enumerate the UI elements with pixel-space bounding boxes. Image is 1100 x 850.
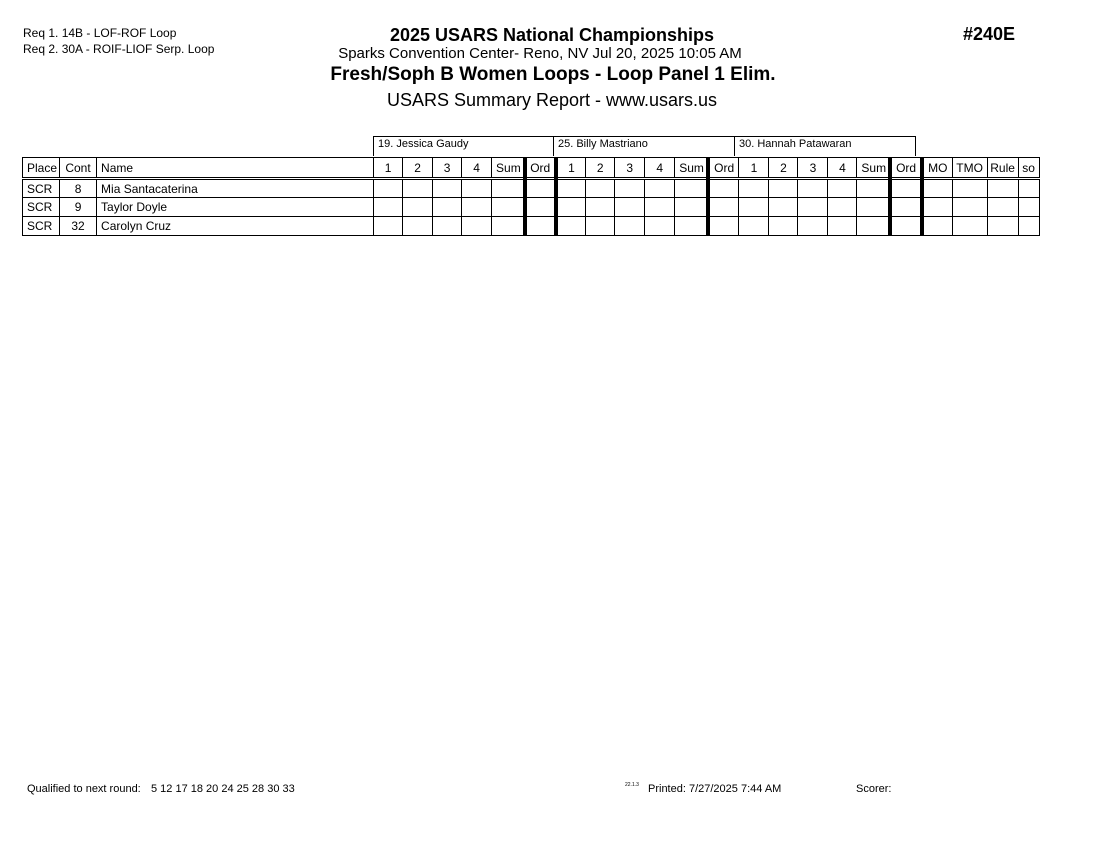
score-cell (857, 179, 890, 198)
col-header-judge3-3: 3 (798, 158, 828, 179)
col-header-place: Place (23, 158, 60, 179)
table-row (23, 179, 1040, 198)
score-cell (739, 179, 769, 198)
score-cell (708, 179, 739, 198)
score-cell (492, 179, 525, 198)
name-cell: Carolyn Cruz (97, 217, 374, 236)
place-cell: SCR (23, 179, 60, 198)
score-cell (586, 198, 615, 217)
score-cell (615, 217, 645, 236)
col-header-judge2-sum: Sum (675, 158, 708, 179)
place-cell: SCR (23, 198, 60, 217)
table-row (23, 198, 1040, 217)
score-cell (433, 217, 462, 236)
score-cell (828, 198, 857, 217)
col-header-judge3-2: 2 (769, 158, 798, 179)
score-cell (1018, 179, 1039, 198)
score-cell (922, 217, 952, 236)
score-cell (828, 217, 857, 236)
score-cell (403, 179, 433, 198)
col-header-judge1-2: 2 (403, 158, 433, 179)
score-cell (403, 198, 433, 217)
score-cell (708, 217, 739, 236)
cont-cell: 32 (60, 217, 97, 236)
qualified-label: Qualified to next round: (27, 783, 141, 795)
score-cell (374, 179, 403, 198)
scorer-label: Scorer: (856, 783, 892, 795)
version-label: 22.1.3 (625, 782, 639, 788)
score-cell (645, 198, 675, 217)
score-cell (952, 179, 987, 198)
score-cell (462, 198, 492, 217)
venue-date: Sparks Convention Center- Reno, NV Jul 20, 2025 10:05 AM (338, 45, 742, 62)
score-cell (1018, 198, 1039, 217)
table-row (23, 217, 1040, 236)
col-header-judge1-sum: Sum (492, 158, 525, 179)
cont-cell: 8 (60, 179, 97, 198)
col-header-tmo: TMO (952, 158, 987, 179)
printed-timestamp: Printed: 7/27/2025 7:44 AM (648, 783, 782, 795)
score-cell (922, 198, 952, 217)
col-header-judge2-2: 2 (586, 158, 615, 179)
score-cell (525, 217, 556, 236)
score-cell (462, 217, 492, 236)
col-header-rule: Rule (987, 158, 1018, 179)
col-header-mo: MO (922, 158, 952, 179)
score-cell (615, 198, 645, 217)
col-header-judge1-4: 4 (462, 158, 492, 179)
score-cell (556, 179, 586, 198)
score-cell (708, 198, 739, 217)
qualified-list: 5 12 17 18 20 24 25 28 30 33 (151, 783, 295, 795)
score-cell (739, 217, 769, 236)
cont-cell: 9 (60, 198, 97, 217)
judge-header-2: 25. Billy Mastriano (553, 136, 735, 156)
score-cell (675, 198, 708, 217)
score-cell (769, 217, 798, 236)
score-cell (769, 179, 798, 198)
score-cell (403, 217, 433, 236)
score-cell (615, 179, 645, 198)
col-header-so: so (1018, 158, 1039, 179)
score-cell (798, 198, 828, 217)
score-cell (492, 217, 525, 236)
score-cell (525, 179, 556, 198)
score-cell (525, 198, 556, 217)
score-cell (675, 179, 708, 198)
score-cell (857, 217, 890, 236)
score-cell (374, 217, 403, 236)
score-cell (739, 198, 769, 217)
col-header-name: Name (97, 158, 374, 179)
score-cell (890, 179, 922, 198)
page-title: 2025 USARS National Championships (389, 25, 715, 45)
col-header-judge2-ord: Ord (708, 158, 739, 179)
score-cell (556, 217, 586, 236)
score-cell (492, 198, 525, 217)
report-title: USARS Summary Report - www.usars.us (386, 90, 718, 110)
col-header-judge3-1: 1 (739, 158, 769, 179)
col-header-judge3-4: 4 (828, 158, 857, 179)
results-table (22, 157, 1040, 236)
score-cell (433, 179, 462, 198)
col-header-judge3-sum: Sum (857, 158, 890, 179)
col-header-judge1-1: 1 (374, 158, 403, 179)
score-cell (952, 198, 987, 217)
score-cell (586, 179, 615, 198)
name-cell: Taylor Doyle (97, 198, 374, 217)
col-header-judge1-3: 3 (433, 158, 462, 179)
header-row (23, 158, 1040, 179)
score-cell (798, 179, 828, 198)
event-title: Fresh/Soph B Women Loops - Loop Panel 1 Elim. (330, 64, 776, 85)
score-cell (987, 179, 1018, 198)
requirement-1: Req 1. 14B - LOF-ROF Loop (23, 26, 177, 40)
score-cell (462, 179, 492, 198)
score-cell (922, 179, 952, 198)
col-header-judge2-1: 1 (556, 158, 586, 179)
col-header-judge2-3: 3 (615, 158, 645, 179)
score-cell (675, 217, 708, 236)
score-cell (890, 217, 922, 236)
requirement-2: Req 2. 30A - ROIF-LIOF Serp. Loop (23, 42, 215, 56)
score-cell (890, 198, 922, 217)
col-header-judge2-4: 4 (645, 158, 675, 179)
score-cell (645, 217, 675, 236)
score-cell (433, 198, 462, 217)
score-cell (1018, 217, 1039, 236)
col-header-judge3-ord: Ord (890, 158, 922, 179)
col-header-cont: Cont (60, 158, 97, 179)
event-number: #240E (963, 24, 1016, 44)
score-cell (374, 198, 403, 217)
score-cell (952, 217, 987, 236)
score-cell (857, 198, 890, 217)
score-cell (987, 198, 1018, 217)
score-cell (828, 179, 857, 198)
col-header-judge1-ord: Ord (525, 158, 556, 179)
judge-header-3: 30. Hannah Patawaran (734, 136, 916, 156)
score-cell (556, 198, 586, 217)
score-cell (769, 198, 798, 217)
name-cell: Mia Santacaterina (97, 179, 374, 198)
judge-header-1: 19. Jessica Gaudy (373, 136, 554, 156)
score-cell (798, 217, 828, 236)
place-cell: SCR (23, 217, 60, 236)
score-cell (586, 217, 615, 236)
score-cell (645, 179, 675, 198)
score-cell (987, 217, 1018, 236)
